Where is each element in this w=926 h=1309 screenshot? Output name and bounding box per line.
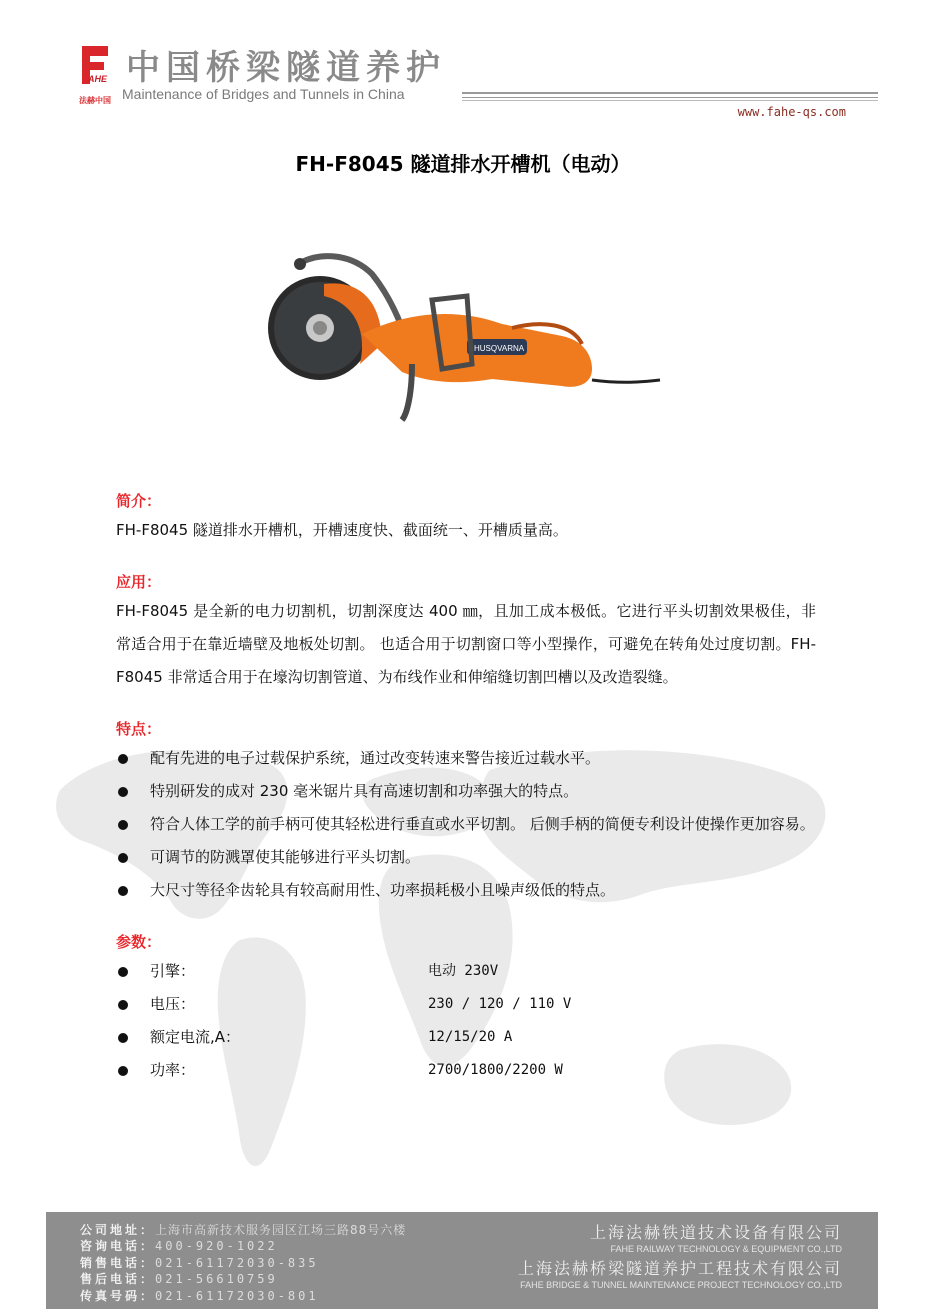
application-text: FH-F8045 是全新的电力切割机，切割深度达 400 ㎜，且加工成本极低。它进行平头切割效果极佳，非常适合用于在靠近墙壁及地板处切割。 也适合用于切割窗口等小型操作，可避免在转角处过度切割。FH-F8045 非常适合用于在壕沟切割管道、为布线作业和伸缩缝切割凹槽以及改造裂缝。 — [116, 602, 816, 686]
spec-label: 电压： — [150, 995, 196, 1013]
company-name-en: FAHE BRIDGE & TUNNEL MAINTENANCE PROJECT TECHNOLOGY CO.,LTD — [520, 1280, 842, 1290]
company-name-cn: 上海法赫铁道技术设备有限公司 — [589, 1223, 842, 1242]
contact-value: 021-61172030-801 — [155, 1288, 319, 1303]
spec-row — [116, 1021, 816, 1054]
spec-row — [116, 988, 816, 1021]
features-section — [116, 716, 816, 907]
specs-section — [116, 929, 816, 1087]
application-heading: 应用： — [116, 573, 162, 591]
svg-text:法赫中国: 法赫中国 — [79, 96, 111, 105]
website-link[interactable]: www.fahe-qs.com — [737, 105, 846, 119]
contact-value: 上海市高新技术服务园区江场三路88号六楼 — [155, 1223, 407, 1237]
spec-label: 额定电流,A： — [150, 1028, 241, 1046]
intro-heading: 简介： — [116, 492, 162, 510]
list-item: 大尺寸等径伞齿轮具有较高耐用性、功率损耗极小且噪声级低的特点。 — [116, 874, 816, 907]
product-image-cutter — [262, 244, 664, 430]
contact-label: 售后电话： — [80, 1272, 156, 1287]
contact-row — [80, 1238, 406, 1254]
header-rule — [462, 100, 878, 101]
contact-label: 销售电话： — [80, 1255, 156, 1270]
contact-value: 400-920-1022 — [155, 1239, 278, 1254]
contact-info — [80, 1222, 406, 1304]
contact-row — [80, 1222, 406, 1238]
spec-value: 12/15/20 A — [428, 1029, 513, 1045]
contact-row — [80, 1271, 406, 1287]
company-bridge-tunnel — [518, 1256, 842, 1290]
svg-text:HUSQVARNA: HUSQVARNA — [474, 344, 525, 353]
features-heading: 特点： — [116, 720, 162, 738]
brand-english-title: Maintenance of Bridges and Tunnels in China — [122, 86, 405, 102]
intro-section — [116, 488, 816, 547]
spec-row — [116, 955, 816, 988]
spec-value: 2700/1800/2200 W — [428, 1062, 563, 1078]
company-railway — [590, 1220, 842, 1254]
svg-text:AHE: AHE — [88, 74, 108, 84]
brand-chinese-title: 中国桥梁隧道养护 — [126, 48, 446, 88]
document-title: FH-F8045 隧道排水开槽机（电动） — [295, 152, 631, 176]
company-name-cn: 上海法赫桥梁隧道养护工程技术有限公司 — [517, 1259, 842, 1278]
intro-text: FH-F8045 隧道排水开槽机，开槽速度快、截面统一、开槽质量高。 — [116, 521, 568, 539]
list-item: 符合人体工学的前手柄可使其轻松进行垂直或水平切割。 后侧手柄的简便专利设计使操作更加容易。 — [116, 808, 816, 841]
document-body — [116, 488, 816, 1087]
contact-label: 咨询电话： — [80, 1239, 156, 1254]
header-rule — [462, 92, 878, 94]
contact-label: 公司地址： — [80, 1223, 156, 1237]
footer-bar — [46, 1212, 878, 1309]
spec-label: 功率： — [150, 1061, 196, 1079]
application-section — [116, 569, 816, 694]
spec-value: 电动 230V — [428, 963, 499, 979]
contact-label: 传真号码： — [80, 1288, 156, 1303]
spec-row — [116, 1054, 816, 1087]
list-item: 特别研发的成对 230 毫米锯片具有高速切割和功率强大的特点。 — [116, 775, 816, 808]
spec-value: 230 / 120 / 110 V — [428, 996, 572, 1012]
list-item: 可调节的防溅罩使其能够进行平头切割。 — [116, 841, 816, 874]
features-list — [116, 742, 816, 907]
contact-value: 021-61172030-835 — [155, 1255, 319, 1270]
header-rule — [462, 97, 878, 98]
spec-label: 引擎： — [150, 962, 196, 980]
fahe-logo-icon — [78, 44, 120, 106]
contact-row — [80, 1255, 406, 1271]
company-name-en: FAHE RAILWAY TECHNOLOGY & EQUIPMENT CO.,LTD — [610, 1244, 842, 1254]
contact-row — [80, 1288, 406, 1304]
contact-value: 021-56610759 — [155, 1272, 278, 1287]
specs-heading: 参数： — [116, 933, 162, 951]
list-item: 配有先进的电子过载保护系统，通过改变转速来警告接近过载水平。 — [116, 742, 816, 775]
